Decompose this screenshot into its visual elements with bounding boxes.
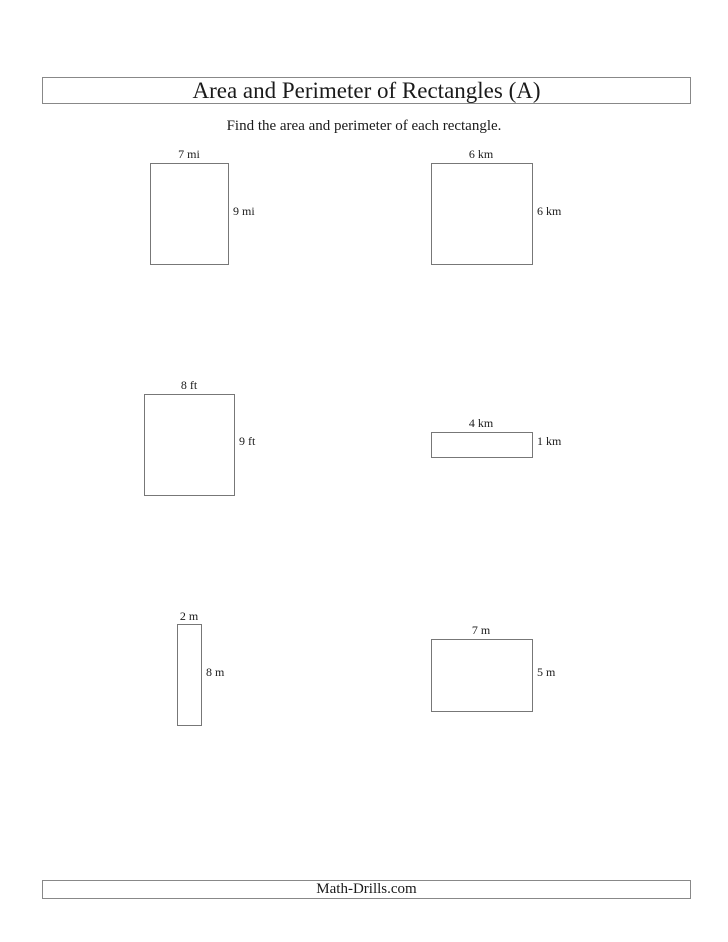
rectangle: [431, 639, 533, 712]
width-label: 4 km: [468, 416, 494, 430]
width-label: 7 m: [471, 623, 491, 637]
height-label: 1 km: [537, 434, 562, 448]
worksheet-title: Area and Perimeter of Rectangles (A): [192, 78, 541, 103]
instructions: Find the area and perimeter of each rectangle.: [226, 118, 502, 134]
height-label: 9 ft: [239, 434, 256, 448]
height-label: 5 m: [537, 665, 556, 679]
height-label: 6 km: [537, 204, 562, 218]
height-label: 8 m: [206, 665, 225, 679]
width-label: 6 km: [468, 147, 494, 161]
rectangle: [150, 163, 229, 265]
worksheet-title-box: [42, 77, 691, 104]
rectangle: [431, 163, 533, 265]
width-label: 2 m: [179, 609, 199, 623]
rectangle: [431, 432, 533, 458]
width-label: 8 ft: [180, 378, 198, 392]
height-label: 9 mi: [233, 204, 255, 218]
width-label: 7 mi: [178, 147, 200, 161]
rectangle: [177, 624, 202, 726]
footer-box: [42, 880, 691, 899]
rectangle: [144, 394, 235, 496]
footer-credit: Math-Drills.com: [316, 881, 417, 897]
